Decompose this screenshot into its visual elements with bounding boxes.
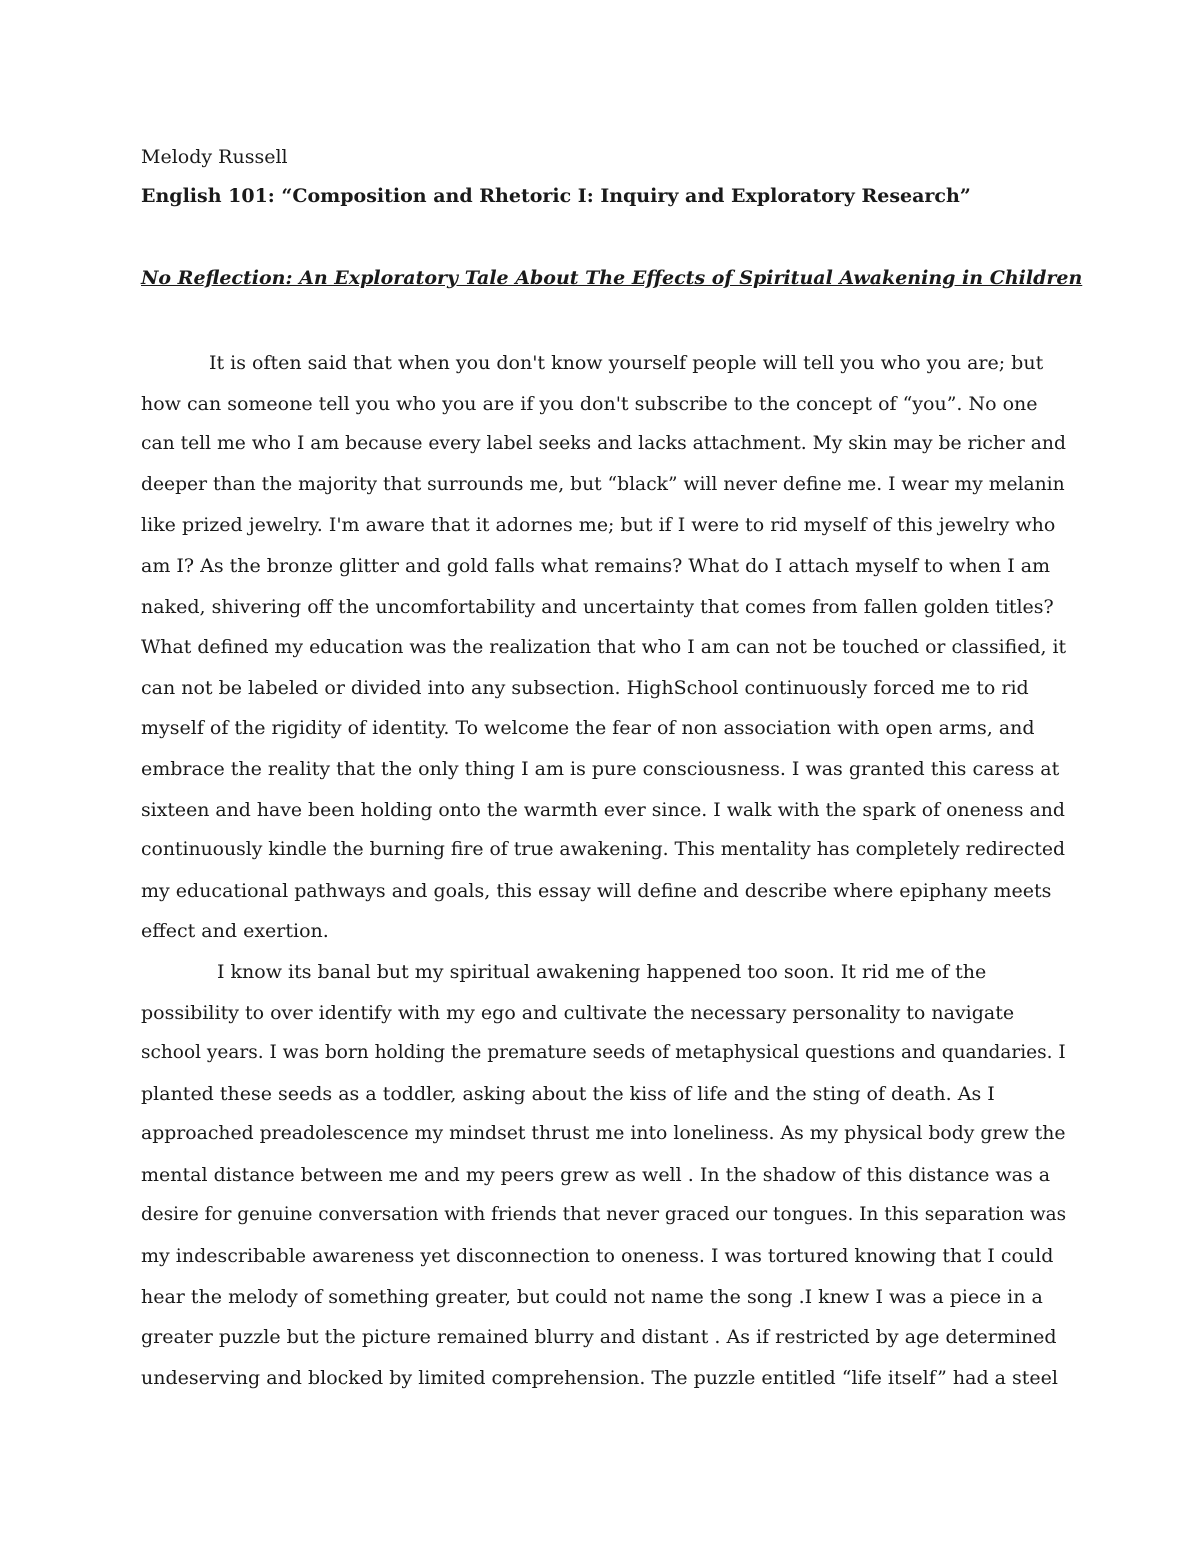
paragraph xyxy=(141,343,1067,952)
text-line: school years. I was born holding the premature seeds of metaphysical questions and quandaries. I xyxy=(141,1042,1066,1064)
essay-body xyxy=(141,343,1067,1398)
text-line: What defined my education was the realization that who I am can not be touched or classified, it xyxy=(141,636,1067,659)
course-title: English 101: “Composition and Rhetoric I: Inquiry and Exploratory Research” xyxy=(141,185,971,207)
text-line: my indescribable awareness yet disconnection to oneness. I was tortured knowing that I could xyxy=(141,1245,1054,1268)
text-line: continuously kindle the burning fire of true awakening. This mentality has completely redirected xyxy=(141,839,1066,861)
text-line: embrace the reality that the only thing I am is pure consciousness. I was granted this caress at xyxy=(141,757,1060,780)
text-line: mental distance between me and my peers grew as well . In the shadow of this distance was a xyxy=(141,1163,1051,1186)
text-line: sixteen and have been holding onto the warmth ever since. I walk with the spark of oneness and xyxy=(141,798,1065,821)
text-line: hear the melody of something greater, but could not name the song .I knew I was a piece in a xyxy=(141,1285,1043,1308)
text-line: naked, shivering off the uncomfortability and uncertainty that comes from fallen golden titles? xyxy=(141,595,1054,618)
paragraph xyxy=(141,952,1067,1399)
text-line: approached preadolescence my mindset thrust me into loneliness. As my physical body grew the xyxy=(141,1123,1066,1145)
text-line: can tell me who I am because every label seeks and lacks attachment. My skin may be richer and xyxy=(141,433,1066,455)
text-line: greater puzzle but the picture remained blurry and distant . As if restricted by age determined xyxy=(141,1326,1057,1349)
text-line: like prized jewelry. I'm aware that it adornes me; but if I were to rid myself of this jewelry who xyxy=(141,514,1056,537)
text-line: undeserving and blocked by limited comprehension. The puzzle entitled “life itself” had a steel xyxy=(141,1366,1058,1389)
text-line: I know its banal but my spiritual awakening happened too soon. It rid me of the xyxy=(217,960,987,983)
text-line: planted these seeds as a toddler, asking about the kiss of life and the sting of death. As I xyxy=(141,1082,995,1105)
essay-title: No Reflection: An Exploratory Tale About The Effects of Spiritual Awakening in Children xyxy=(141,267,1083,289)
text-line: deeper than the majority that surrounds me, but “black” will never define me. I wear my melanin xyxy=(141,473,1065,495)
text-line: my educational pathways and goals, this essay will define and describe where epiphany meets xyxy=(141,879,1052,902)
text-line: how can someone tell you who you are if you don't subscribe to the concept of “you”. No one xyxy=(141,392,1038,415)
text-line: am I? As the bronze glitter and gold falls what remains? What do I attach myself to when I am xyxy=(141,554,1051,577)
text-line: possibility to over identify with my ego and cultivate the necessary personality to navigate xyxy=(141,1001,1015,1024)
text-line: desire for genuine conversation with friends that never graced our tongues. In this separation was xyxy=(141,1204,1067,1226)
author-name: Melody Russell xyxy=(141,146,288,168)
text-line: effect and exertion. xyxy=(141,920,329,943)
text-line: It is often said that when you don't know yourself people will tell you who you are; but xyxy=(209,352,1044,374)
text-line: myself of the rigidity of identity. To welcome the fear of non association with open arms, and xyxy=(141,717,1035,740)
text-line: can not be labeled or divided into any subsection. HighSchool continuously forced me to rid xyxy=(141,676,1029,699)
